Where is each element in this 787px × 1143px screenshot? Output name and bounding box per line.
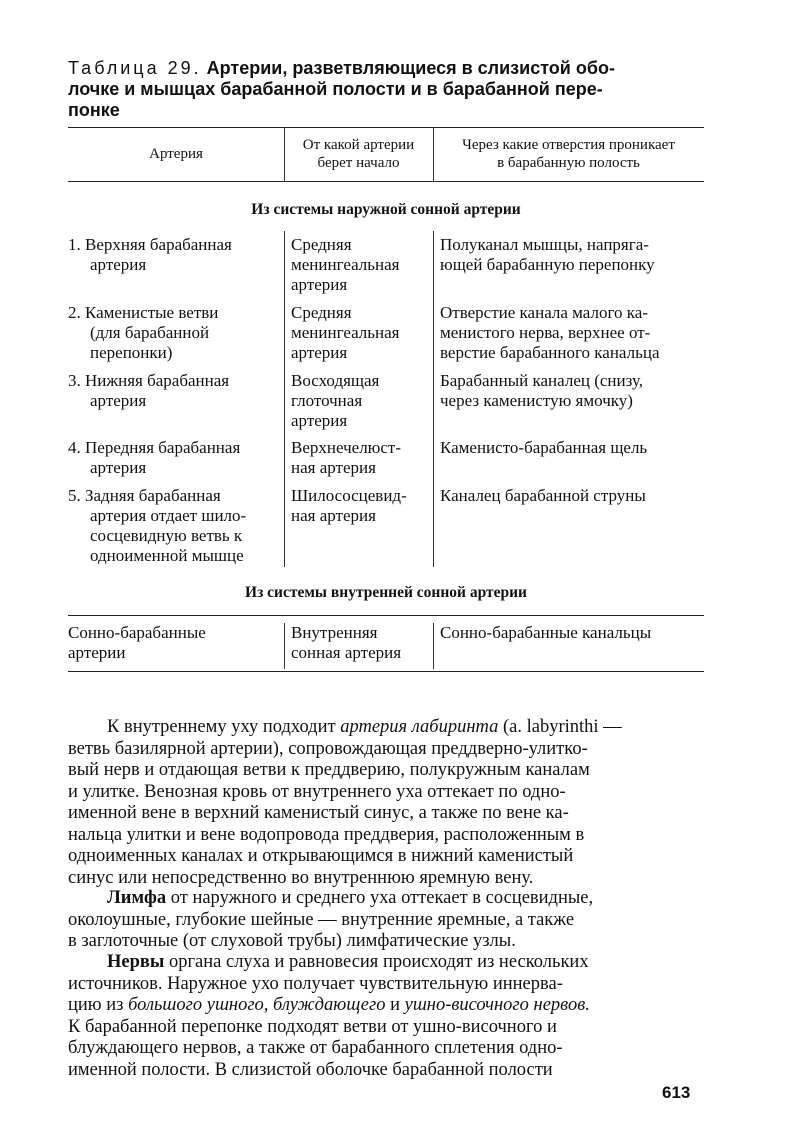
header-bottom-rule bbox=[68, 181, 704, 182]
row1-origin: Средняя менингеальная артерия bbox=[291, 235, 400, 294]
section-rule bbox=[68, 615, 704, 616]
caption-line-1: Таблица 29. Артерии, разветвляющиеся в слизистой обо- bbox=[68, 58, 615, 78]
row4-origin: Верхнечелюст- ная артерия bbox=[291, 438, 402, 477]
row1-artery: 1. Верхняя барабанная артерия bbox=[68, 235, 232, 274]
page-number: 613 bbox=[662, 1083, 691, 1102]
header-entry: Через какие отверстия проникает в барабанную полость bbox=[462, 137, 675, 171]
header-artery: Артерия bbox=[149, 146, 203, 162]
table-caption bbox=[68, 58, 708, 121]
internal-col-divider-2 bbox=[433, 623, 434, 669]
internal-row-origin: Внутренняя сонная артерия bbox=[291, 623, 402, 662]
table-top-rule bbox=[68, 127, 704, 128]
row3-entry: Барабанный каналец (снизу, через каменистую ямочку) bbox=[440, 371, 644, 410]
row4-entry: Каменисто-барабанная щель bbox=[440, 438, 648, 457]
table-bottom-rule bbox=[68, 671, 704, 672]
row4-artery: 4. Передняя барабанная артерия bbox=[68, 438, 241, 477]
caption-line-3: понке bbox=[68, 100, 120, 120]
section-heading-internal: Из системы внутренней сонной артерии bbox=[245, 584, 527, 601]
caption-line-2: лочке и мышцах барабанной полости и в барабанной пере- bbox=[68, 79, 603, 99]
body-col-divider-1 bbox=[284, 231, 285, 567]
row2-origin: Средняя менингеальная артерия bbox=[291, 303, 400, 362]
caption-prefix: Таблица 29. bbox=[68, 58, 202, 78]
body-col-divider-2 bbox=[433, 231, 434, 567]
paragraph-labyrinth-artery: К внутреннему уху подходит артерия лабиринта (a. labyrinthi — ветвь базилярной артерии), сопровождающая преддверно-улитко- вый нерв и отдающая ветви к преддверию, полукружным каналам и улитке. Венозная кровь от внутреннего уха оттекает по одно- именной вене в верхний каменистый синус, а также по вене ка- нальца улитки и вене водопровода преддверия, расположенным в одноименных каналах и открывающимся в нижний каменистый синус или непосредственно во внутреннюю яремную вену. bbox=[68, 717, 622, 888]
internal-col-divider-1 bbox=[284, 623, 285, 669]
row3-artery: 3. Нижняя барабанная артерия bbox=[68, 371, 230, 410]
internal-row-artery: Сонно-барабанные артерии bbox=[68, 623, 206, 662]
paragraph-lymph: Лимфа от наружного и среднего уха оттекает в сосцевидные, околоушные, глубокие шейные — внутренние яремные, а также в заглоточные (от слуховой трубы) лимфатические узлы. bbox=[68, 888, 594, 951]
row3-origin: Восходящая глоточная артерия bbox=[291, 371, 380, 430]
row2-entry: Отверстие канала малого ка- менистого нерва, верхнее от- верстие барабанного канальца bbox=[440, 303, 660, 362]
header-origin: От какой артерии берет начало bbox=[302, 137, 415, 171]
paragraph-nerves: Нервы органа слуха и равновесия происходят из нескольких источников. Наружное ухо получает чувствительную иннерва- цию из большого ушного, блуждающего и ушно-височного нервов. К барабанной перепонке подходят ветви от ушно-височного и блуждающего нервов, а также от барабанного сплетения одно- именной полости. В слизистой оболочке барабанной полости bbox=[68, 952, 590, 1080]
row5-origin: Шилососцевид- ная артерия bbox=[291, 486, 407, 525]
row2-artery: 2. Каменистые ветви (для барабанной перепонки) bbox=[68, 303, 219, 362]
row1-entry: Полуканал мышцы, напряга- ющей барабанную перепонку bbox=[440, 235, 655, 274]
row5-entry: Каналец барабанной струны bbox=[440, 486, 646, 505]
section-heading-external: Из системы наружной сонной артерии bbox=[251, 201, 521, 218]
row5-artery: 5. Задняя барабанная артерия отдает шило- сосцевидную ветвь к одноименной мышце bbox=[68, 486, 247, 565]
internal-row-entry: Сонно-барабанные канальцы bbox=[440, 623, 652, 642]
